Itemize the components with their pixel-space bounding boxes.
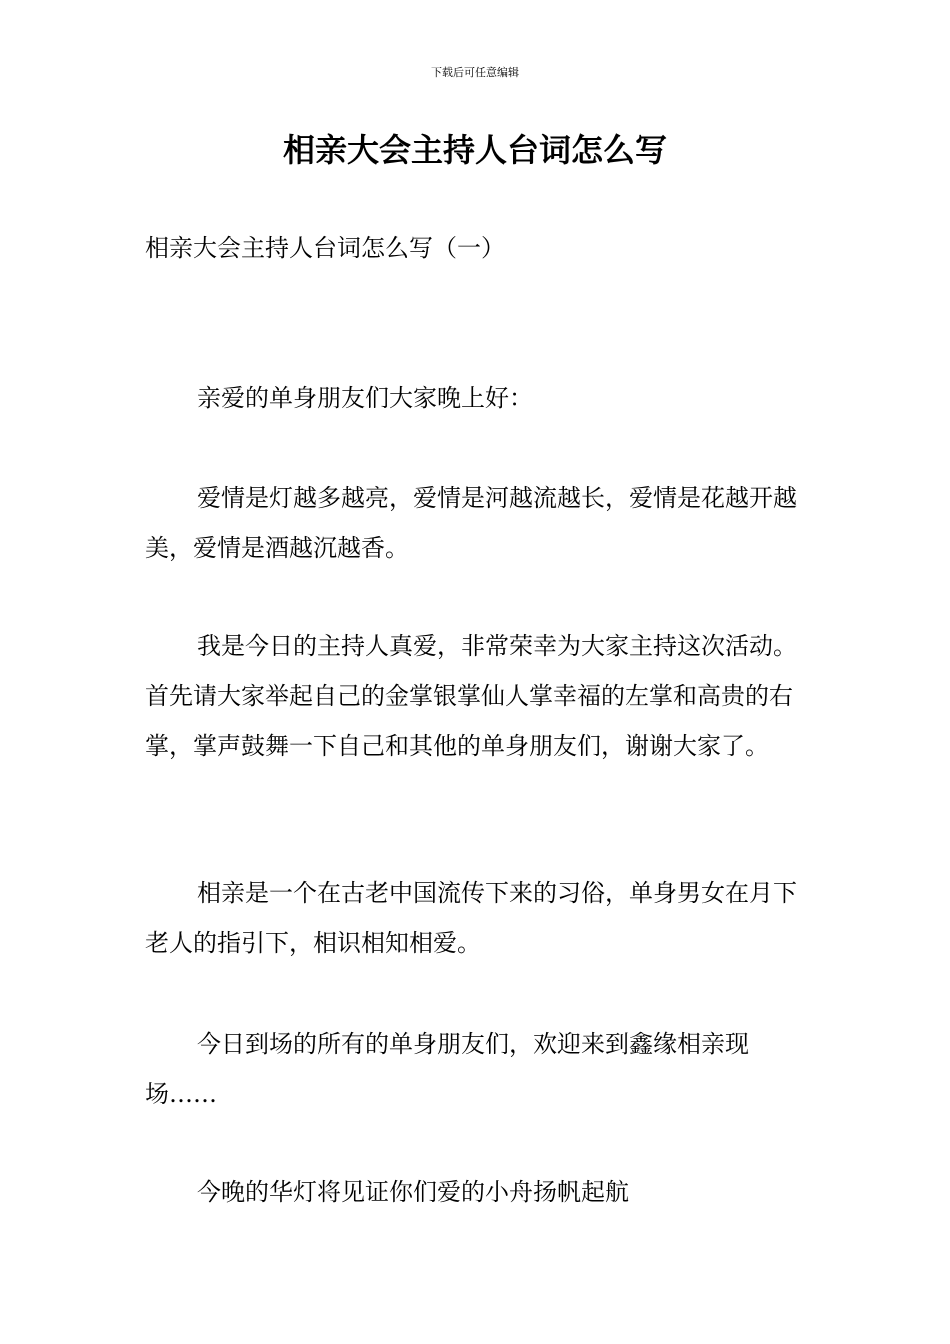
document-title: 相亲大会主持人台词怎么写 <box>282 131 667 169</box>
paragraph-tonight: 今晚的华灯将见证你们爱的小舟扬帆起航 <box>197 1178 629 1206</box>
header-note: 下载后可任意编辑 <box>431 66 519 79</box>
paragraph-welcome: 今日到场的所有的单身朋友们，欢迎来到鑫缘相亲现场…… <box>145 1030 749 1108</box>
paragraph-love: 爱情是灯越多越亮，爱情是河越流越长，爱情是花越开越美，爱情是酒越沉越香。 <box>145 484 797 562</box>
paragraph-tradition: 相亲是一个在古老中国流传下来的习俗，单身男女在月下老人的指引下，相识相知相爱。 <box>145 879 797 957</box>
paragraph-greeting: 亲爱的单身朋友们大家晚上好： <box>197 384 533 412</box>
paragraph-host-intro: 我是今日的主持人真爱，非常荣幸为大家主持这次活动。首先请大家举起自己的金掌银掌仙人掌幸福的左掌和高贵的右掌，掌声鼓舞一下自己和其他的单身朋友们，谢谢大家了。 <box>145 632 797 760</box>
section-title: 相亲大会主持人台词怎么写（一） <box>145 234 505 262</box>
